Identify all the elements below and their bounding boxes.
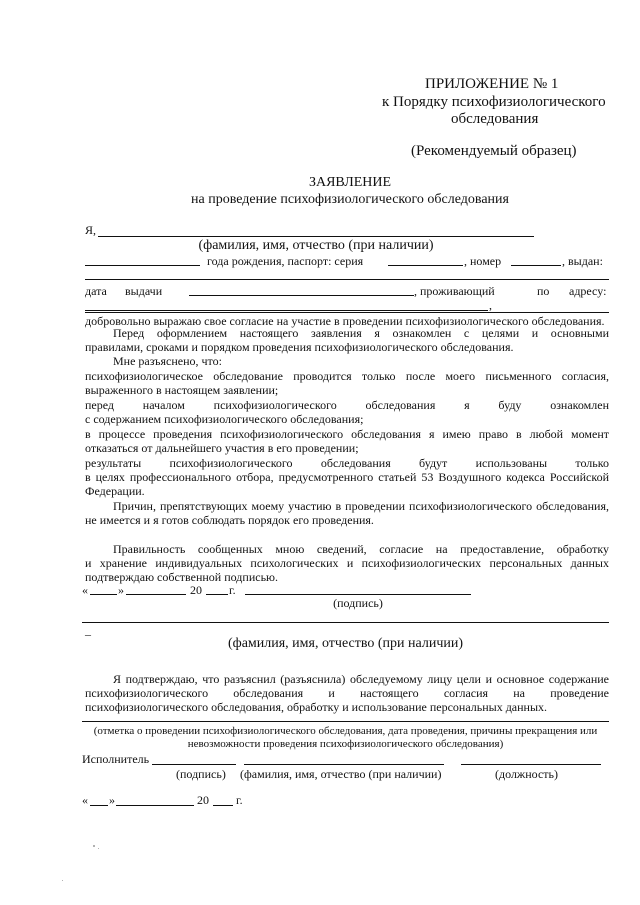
address-comma: , (489, 298, 492, 312)
applicant-date-month-field[interactable] (126, 594, 186, 595)
item-1-line-1: психофизиологическое обследование проводится только после моего письменного согласия, (85, 369, 609, 383)
executor-position-caption: (должность) (495, 767, 558, 781)
birth-year-field[interactable] (85, 265, 200, 266)
applicant-name-caption: (фамилия, имя, отчество (при наличии) (198, 238, 434, 253)
reasons-line-2: не имеется и я готов соблюдать порядок его проведения. (85, 513, 374, 527)
executor-date-month-field[interactable] (116, 805, 194, 806)
applicant-date-year-field[interactable] (206, 594, 228, 595)
appendix-reference-line-2: обследования (451, 111, 539, 127)
executor-label: Исполнитель (82, 752, 150, 766)
item-3-line-1: в процессе проведения психофизиологического обследования я имею право в любой момент (85, 427, 609, 441)
applicant-date-year-suffix: г. (229, 583, 236, 597)
scan-speck (93, 845, 95, 847)
executor-signature-field[interactable] (152, 764, 236, 765)
applicant-fio-dash: – (85, 627, 91, 641)
executor-date-year-prefix: 20 (197, 793, 209, 807)
executor-date-day-field[interactable] (90, 805, 108, 806)
applicant-date-year-prefix: 20 (190, 583, 202, 597)
consent-statement: добровольно выражаю свое согласие на участие в проведении психофизиологического обследования. (85, 314, 605, 328)
appendix-reference-line-1: к Порядку психофизиологического (382, 94, 606, 110)
executor-fio-caption: (фамилия, имя, отчество (при наличии) (240, 767, 442, 781)
address-field-underline (85, 312, 609, 313)
applicant-signature-field[interactable] (245, 594, 471, 595)
explained-label: Мне разъяснено, что: (113, 354, 222, 368)
passport-series-field[interactable] (388, 265, 463, 266)
executor-signature-caption: (подпись) (176, 767, 226, 781)
confirmation-line-1: Правильность сообщенных мною сведений, согласие на предоставление, обработку (113, 542, 609, 556)
intro-paragraph-line-1: Перед оформлением настоящего заявления я ознакомлен с целями и основными (113, 326, 609, 340)
item-4-line-3: Федерации. (85, 484, 145, 498)
passport-issued-label: , выдан: (562, 254, 603, 268)
sample-note: (Рекомендуемый образец) (411, 143, 577, 159)
examiner-line-3: психофизиологического обследования, обработку и использование персональных данных. (85, 700, 548, 714)
applicant-date-day-field[interactable] (90, 594, 117, 595)
document-subtitle: на проведение психофизиологического обследования (191, 192, 509, 207)
item-4-line-1: результаты психофизиологического обследования будут использованы только (85, 456, 609, 470)
applicant-fio-caption: (фамилия, имя, отчество (при наличии) (227, 636, 464, 651)
item-3-line-2: отказаться от дальнейшего участия в его проведении; (85, 441, 359, 455)
issue-date-label-2: выдачи (125, 284, 163, 298)
confirmation-line-2: и хранение индивидуальных психологических и психофизиологических персональных данных (85, 556, 609, 570)
passport-issued-by-field[interactable] (85, 279, 609, 280)
residing-label-address: адресу: (569, 284, 607, 298)
issue-date-field[interactable] (189, 295, 414, 296)
executor-date-close: » (109, 793, 115, 807)
intro-paragraph-line-2: правилами, сроками и порядком проведения психофизиологического обследования. (85, 340, 514, 354)
applicant-signature-caption: (подпись) (333, 596, 383, 610)
executor-position-field[interactable] (461, 764, 601, 765)
appendix-title: ПРИЛОЖЕНИЕ № 1 (425, 76, 559, 92)
item-1-line-2: выраженного в настоящем заявлении; (85, 383, 279, 397)
residing-label-po: по (537, 284, 550, 298)
item-2-line-1: перед началом психофизиологического обследования я буду ознакомлен (85, 398, 609, 412)
passport-number-label: , номер (464, 254, 502, 268)
document-title: ЗАЯВЛЕНИЕ (308, 175, 392, 190)
applicant-date-open: « (82, 583, 88, 597)
executor-date-year-suffix: г. (236, 793, 243, 807)
applicant-date-close: » (118, 583, 124, 597)
examiner-line-2: психофизиологического обследования и настоящего согласия на проведение (85, 686, 609, 700)
executor-date-open: « (82, 793, 88, 807)
issue-date-label-1: дата (85, 284, 107, 298)
item-4-line-2: в целях профессионального отбора, предусмотренного статьей 53 Воздушного кодекса Российской (85, 470, 609, 484)
passport-number-field[interactable] (511, 265, 561, 266)
applicant-name-field[interactable] (98, 236, 534, 237)
address-field[interactable] (85, 310, 488, 311)
residing-label: , проживающий (414, 284, 495, 298)
item-2-line-2: с содержанием психофизиологического обследования; (85, 412, 364, 426)
confirmation-line-3: подтверждаю собственной подписью. (85, 570, 279, 584)
applicant-fio-field[interactable] (82, 622, 609, 623)
reasons-line-1: Причин, препятствующих моему участию в проведении психофизиологического обследования, (113, 499, 609, 513)
examination-note-caption-2: невозможности проведения психофизиологического обследования) (187, 738, 504, 750)
applicant-pronoun: Я, (85, 223, 97, 237)
executor-date-year-field[interactable] (213, 805, 233, 806)
scan-speck (98, 848, 99, 849)
examiner-line-1: Я подтверждаю, что разъяснил (разъяснила) обследуемому лицу цели и основное содержание (113, 672, 609, 686)
scan-speck (62, 880, 63, 881)
examination-note-caption-1: (отметка о проведении психофизиологического обследования, дата проведения, причины прекращения или (93, 725, 598, 737)
examination-note-field[interactable] (82, 721, 609, 722)
executor-fio-field[interactable] (244, 764, 444, 765)
birth-year-passport-label: года рождения, паспорт: серия (207, 254, 364, 268)
